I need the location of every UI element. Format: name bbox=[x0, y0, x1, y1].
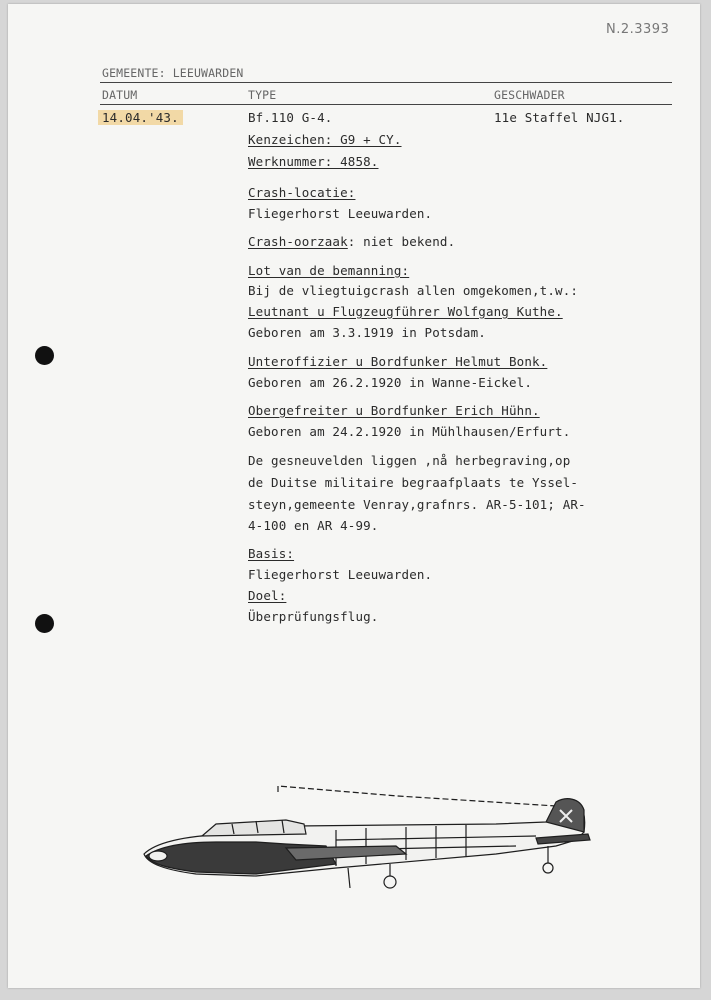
aircraft-type: Bf.110 G-4. bbox=[248, 110, 333, 125]
document-page bbox=[8, 4, 700, 988]
header-rule-bottom bbox=[100, 104, 672, 105]
column-header-datum: DATUM bbox=[102, 88, 138, 102]
doel-label: Doel: bbox=[248, 588, 287, 603]
column-header-geschwader: GESCHWADER bbox=[494, 88, 565, 102]
archive-reference: N.2.3393 bbox=[606, 22, 670, 37]
column-header-type: TYPE bbox=[248, 88, 277, 102]
crash-cause-value: : niet bekend. bbox=[347, 234, 456, 249]
municipality-heading: GEMEENTE: LEEUWARDEN bbox=[102, 66, 244, 80]
kenzeichen-line: Kenzeichen: G9 + CY. bbox=[248, 132, 402, 147]
doel-value: Überprüfungsflug. bbox=[248, 609, 379, 624]
crash-location-label: Crash-locatie: bbox=[248, 185, 356, 200]
date-value bbox=[102, 110, 183, 125]
aircraft-side-view-illustration bbox=[136, 784, 596, 894]
basis-value: Fliegerhorst Leeuwarden. bbox=[248, 567, 433, 582]
unit-value: 11e Staffel NJG1. bbox=[494, 110, 625, 125]
crew-member-birth: Geboren am 3.3.1919 in Potsdam. bbox=[248, 325, 486, 340]
punch-hole bbox=[35, 346, 54, 365]
burial-line: De gesneuvelden liggen ,nå herbegraving,op bbox=[248, 453, 571, 468]
crew-member-name: Obergefreiter u Bordfunker Erich Hühn. bbox=[248, 403, 540, 418]
crew-member-birth: Geboren am 26.2.1920 in Wanne-Eickel. bbox=[248, 375, 532, 390]
crash-location-value: Fliegerhorst Leeuwarden. bbox=[248, 206, 433, 221]
crash-cause-line bbox=[248, 234, 455, 249]
burial-line: steyn,gemeente Venray,grafnrs. AR-5-101; AR- bbox=[248, 497, 586, 512]
punch-hole bbox=[35, 614, 54, 633]
burial-line: 4-100 en AR 4-99. bbox=[248, 518, 379, 533]
crew-intro: Bij de vliegtuigcrash allen omgekomen,t.w.: bbox=[248, 283, 579, 298]
werknummer-line: Werknummer: 4858. bbox=[248, 154, 379, 169]
date-highlight: 14.04.'43. bbox=[98, 110, 183, 125]
header-rule-top bbox=[100, 82, 672, 83]
crew-label: Lot van de bemanning: bbox=[248, 263, 410, 278]
crew-member-name: Unteroffizier u Bordfunker Helmut Bonk. bbox=[248, 354, 548, 369]
burial-line: de Duitse militaire begraafplaats te Yssel- bbox=[248, 475, 579, 490]
crew-member-birth: Geboren am 24.2.1920 in Mühlhausen/Erfurt. bbox=[248, 424, 571, 439]
basis-label: Basis: bbox=[248, 546, 295, 561]
crash-cause-label: Crash-oorzaak bbox=[248, 234, 348, 249]
crew-member-name: Leutnant u Flugzeugführer Wolfgang Kuthe. bbox=[248, 304, 563, 319]
